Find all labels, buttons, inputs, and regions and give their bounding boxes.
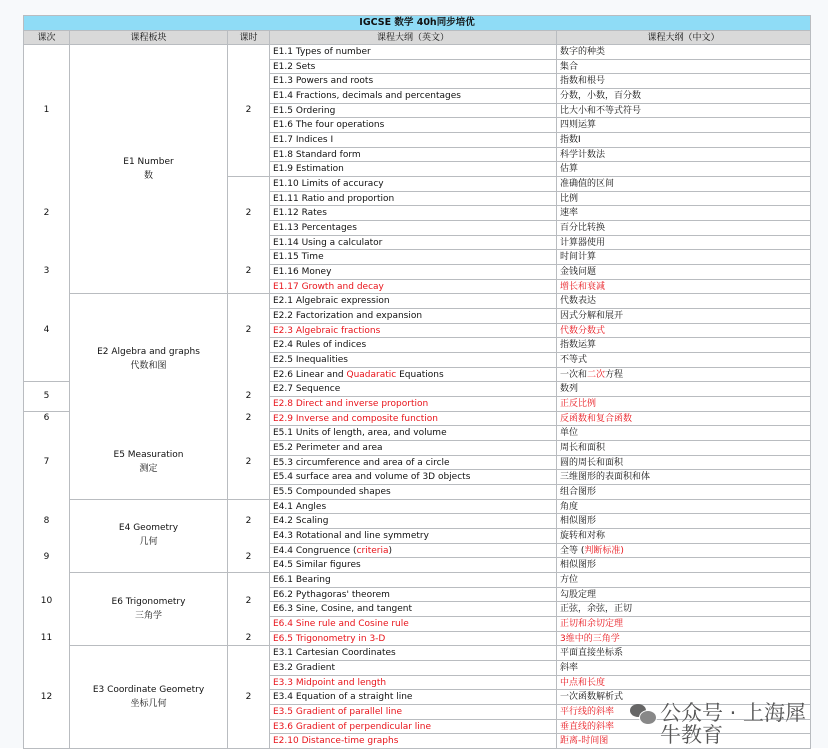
outline-en-cell bbox=[269, 220, 557, 236]
hours-value bbox=[227, 631, 270, 645]
cell-text: E1.2 Sets bbox=[273, 61, 316, 72]
outline-cn-cell bbox=[556, 220, 811, 236]
cell-text: 中点和长度 bbox=[560, 677, 606, 688]
cell-text: E1.12 Rates bbox=[273, 208, 327, 219]
outline-en-cell bbox=[269, 587, 557, 603]
lesson-number-text: 3 bbox=[43, 266, 50, 277]
outline-en-cell bbox=[269, 249, 557, 265]
hours-value-text: 2 bbox=[245, 325, 252, 336]
lesson-number-text: 8 bbox=[43, 515, 50, 526]
cell-text: E5.3 circumference and area of a circle bbox=[273, 457, 450, 468]
lesson-number bbox=[23, 103, 70, 117]
outline-cn-cell bbox=[556, 117, 811, 133]
lesson-number-text: 1 bbox=[43, 105, 50, 115]
cell-text: 圆的周长和面积 bbox=[560, 457, 624, 468]
cell-text: 代数分数式 bbox=[560, 325, 606, 336]
cell-text: 距离-时间图 bbox=[560, 736, 609, 747]
cell-text: ) bbox=[388, 545, 393, 556]
cell-text: 反函数和复合函数 bbox=[560, 413, 633, 424]
hours-value-text: 2 bbox=[245, 691, 252, 702]
cell-text: 速率 bbox=[560, 208, 579, 219]
cell-text: 正弦，余弦，正切 bbox=[560, 604, 633, 615]
lesson-number bbox=[23, 264, 70, 278]
outline-cn-cell bbox=[556, 499, 811, 515]
cell-text: E2.4 Rules of indices bbox=[273, 340, 367, 351]
cell-text: 四则运算 bbox=[560, 120, 597, 131]
header-lesson: 课次 bbox=[23, 30, 70, 45]
cell-text: E4.1 Angles bbox=[273, 501, 327, 512]
outline-cn-cell bbox=[556, 411, 811, 427]
cell-text: ) bbox=[620, 545, 624, 556]
outline-cn-cell bbox=[556, 367, 811, 383]
hours-value bbox=[227, 411, 270, 425]
cell-text: 指数运算 bbox=[560, 340, 597, 351]
cell-text: E1.5 Ordering bbox=[273, 105, 336, 116]
wechat-icon bbox=[630, 702, 656, 724]
outline-cn-cell bbox=[556, 337, 811, 353]
outline-cn-cell bbox=[556, 161, 811, 177]
cell-text: E1.17 Growth and decay bbox=[273, 281, 384, 292]
cell-text: Equations bbox=[396, 369, 444, 380]
cell-text: 数列 bbox=[560, 384, 579, 395]
outline-en-cell bbox=[269, 103, 557, 119]
cell-text: 集合 bbox=[560, 61, 579, 72]
cell-text: E5.2 Perimeter and area bbox=[273, 443, 383, 454]
outline-en-cell bbox=[269, 543, 557, 559]
outline-en-cell bbox=[269, 352, 557, 368]
cell-text: 比大小和不等式符号 bbox=[560, 105, 642, 116]
outline-en-cell bbox=[269, 308, 557, 324]
cell-text: 相似图形 bbox=[560, 516, 597, 527]
hours-value bbox=[227, 514, 270, 528]
outline-en-cell bbox=[269, 205, 557, 221]
hours-value-text: 2 bbox=[245, 552, 252, 563]
outline-en-cell bbox=[269, 572, 557, 588]
cell-text: 3维中的三角学 bbox=[560, 633, 620, 644]
hours-value-text: 2 bbox=[245, 515, 252, 526]
cell-text: 代数表达 bbox=[560, 296, 597, 307]
cell-text: 比例 bbox=[560, 193, 579, 204]
cell-text: E5.5 Compounded shapes bbox=[273, 487, 391, 498]
outline-cn-cell bbox=[556, 631, 811, 647]
header-outline-cn: 课程大纲（中文） bbox=[556, 30, 811, 45]
cell-text: 一次和 bbox=[560, 369, 588, 380]
outline-en-cell bbox=[269, 73, 557, 89]
lesson-number bbox=[23, 550, 70, 564]
cell-text: 指数和根号 bbox=[560, 76, 606, 87]
cell-text: 判断标准 bbox=[584, 545, 621, 556]
outline-en-cell bbox=[269, 484, 557, 500]
cell-text: E1.13 Percentages bbox=[273, 223, 357, 234]
outline-en-cell bbox=[269, 411, 557, 427]
cell-text: E6.2 Pythagoras' theorem bbox=[273, 589, 390, 600]
cell-text: E1.9 Estimation bbox=[273, 164, 344, 175]
hours-value-text: 2 bbox=[245, 391, 252, 402]
outline-cn-cell bbox=[556, 616, 811, 632]
cell-text: 一次函数解析式 bbox=[560, 692, 624, 703]
cell-text: E4.2 Scaling bbox=[273, 516, 329, 527]
cell-text: E1.10 Limits of accuracy bbox=[273, 179, 384, 190]
cell-text: E1.1 Types of number bbox=[273, 47, 371, 57]
table-title: IGCSE 数学 40h同步培优 bbox=[23, 15, 811, 31]
lesson-number bbox=[23, 323, 70, 337]
cell-text: 三维图形的表面积和体 bbox=[560, 472, 651, 483]
outline-en-cell bbox=[269, 455, 557, 471]
cell-text: 组合图形 bbox=[560, 487, 597, 498]
module-label-cn: 坐标几何 bbox=[130, 698, 167, 709]
cell-text: 因式分解和展开 bbox=[560, 311, 624, 322]
module-label-text: E4 Geometry bbox=[118, 523, 179, 534]
module-label-text: E6 Trigonometry bbox=[111, 596, 186, 607]
outline-cn-cell bbox=[556, 352, 811, 368]
cell-text: E1.4 Fractions, decimals and percentages bbox=[273, 91, 461, 101]
cell-text: E1.7 Indices I bbox=[273, 135, 334, 146]
header-hours: 课时 bbox=[227, 30, 270, 45]
lesson-number bbox=[23, 594, 70, 608]
outline-en-cell bbox=[269, 528, 557, 544]
outline-en-cell bbox=[269, 675, 557, 691]
cell-text: 平行线的斜率 bbox=[560, 707, 615, 718]
outline-cn-cell bbox=[556, 44, 811, 60]
watermark-text: 公众号 · 上海犀牛教育 bbox=[660, 701, 807, 747]
outline-cn-cell bbox=[556, 572, 811, 588]
cell-text: 周长和面积 bbox=[560, 443, 606, 454]
cell-text: E6.4 Sine rule and Cosine rule bbox=[273, 619, 409, 630]
cell-text: E3.6 Gradient of perpendicular line bbox=[273, 721, 432, 732]
outline-en-cell bbox=[269, 279, 557, 295]
outline-en-cell bbox=[269, 147, 557, 163]
hours-value bbox=[227, 594, 270, 608]
outline-cn-cell bbox=[556, 469, 811, 485]
outline-en-cell bbox=[269, 264, 557, 280]
outline-en-cell bbox=[269, 689, 557, 705]
cell-text: E2.3 Algebraic fractions bbox=[273, 325, 381, 336]
lesson-number bbox=[23, 455, 70, 469]
outline-cn-cell bbox=[556, 147, 811, 163]
cell-text: 方程 bbox=[605, 369, 624, 380]
lesson-number-text: 6 bbox=[43, 413, 50, 424]
cell-text: E2.5 Inequalities bbox=[273, 355, 348, 366]
outline-cn-cell bbox=[556, 235, 811, 251]
cell-text: E6.3 Sine, Cosine, and tangent bbox=[273, 604, 413, 615]
outline-en-cell bbox=[269, 88, 557, 104]
outline-cn-cell bbox=[556, 455, 811, 471]
cell-text: E3.3 Midpoint and length bbox=[273, 677, 387, 688]
cell-text: 百分比转换 bbox=[560, 223, 606, 234]
cell-text: 时间计算 bbox=[560, 252, 597, 263]
module-label-cn: 几何 bbox=[139, 537, 158, 548]
outline-cn-cell bbox=[556, 323, 811, 339]
wechat-watermark bbox=[630, 702, 810, 746]
module-label-text: E5 Measuration bbox=[113, 450, 184, 461]
outline-en-cell bbox=[269, 117, 557, 133]
outline-en-cell bbox=[269, 557, 557, 573]
outline-en-cell bbox=[269, 631, 557, 647]
module-label-text: E3 Coordinate Geometry bbox=[92, 684, 205, 695]
module-label-cn: 三角学 bbox=[134, 610, 162, 621]
lesson-number-text: 7 bbox=[43, 457, 50, 468]
outline-cn-cell bbox=[556, 484, 811, 500]
cell-text: 金钱问题 bbox=[560, 267, 597, 278]
outline-cn-cell bbox=[556, 308, 811, 324]
header-outline-en: 课程大纲（英文） bbox=[269, 30, 557, 45]
module-label-text: E1 Number bbox=[123, 156, 174, 167]
outline-en-cell bbox=[269, 733, 557, 749]
cell-text: 方位 bbox=[560, 575, 579, 586]
lesson-number bbox=[23, 389, 70, 403]
lesson-number-text: 5 bbox=[43, 391, 50, 402]
cell-text: 不等式 bbox=[560, 355, 588, 366]
outline-en-cell bbox=[269, 645, 557, 661]
hours-value-text: 2 bbox=[245, 633, 252, 644]
cell-text: 旋转和对称 bbox=[560, 531, 606, 542]
cell-text: E1.3 Powers and roots bbox=[273, 76, 374, 87]
cell-text: E3.2 Gradient bbox=[273, 663, 336, 674]
lesson-number bbox=[23, 411, 70, 425]
cell-text: 数字的种类 bbox=[560, 47, 606, 57]
module-label bbox=[69, 521, 228, 549]
outline-cn-cell bbox=[556, 645, 811, 661]
cell-text: E1.8 Standard form bbox=[273, 149, 361, 160]
cell-text: E1.16 Money bbox=[273, 267, 332, 278]
outline-cn-cell bbox=[556, 587, 811, 603]
hours-value bbox=[227, 690, 270, 704]
cell-text: E3.5 Gradient of parallel line bbox=[273, 707, 403, 718]
cell-text: E3.1 Cartesian Coordinates bbox=[273, 648, 396, 659]
outline-cn-cell bbox=[556, 528, 811, 544]
hours-value-text: 2 bbox=[245, 266, 252, 277]
cell-text: E4.5 Similar figures bbox=[273, 560, 361, 571]
outline-cn-cell bbox=[556, 59, 811, 75]
hours-value-text: 2 bbox=[245, 596, 252, 607]
lesson-number bbox=[23, 514, 70, 528]
hours-value bbox=[227, 323, 270, 337]
outline-cn-cell bbox=[556, 543, 811, 559]
outline-cn-cell bbox=[556, 205, 811, 221]
lesson-number-text: 10 bbox=[40, 596, 53, 607]
outline-cn-cell bbox=[556, 513, 811, 529]
hours-value-text: 2 bbox=[245, 207, 252, 218]
cell-text: E4.3 Rotational and line symmetry bbox=[273, 531, 429, 542]
outline-en-cell bbox=[269, 396, 557, 412]
cell-text: 二次 bbox=[587, 369, 606, 380]
outline-en-cell bbox=[269, 719, 557, 735]
outline-en-cell bbox=[269, 323, 557, 339]
outline-cn-cell bbox=[556, 440, 811, 456]
cell-text: E1.11 Ratio and proportion bbox=[273, 193, 395, 204]
cell-text: 平面直接坐标系 bbox=[560, 648, 624, 659]
cell-text: 指数I bbox=[560, 135, 581, 146]
outline-en-cell bbox=[269, 293, 557, 309]
hours-value bbox=[227, 455, 270, 469]
outline-cn-cell bbox=[556, 249, 811, 265]
outline-cn-cell bbox=[556, 601, 811, 617]
hours-value-text: 2 bbox=[245, 105, 252, 115]
outline-cn-cell bbox=[556, 660, 811, 676]
outline-en-cell bbox=[269, 469, 557, 485]
lesson-number bbox=[23, 631, 70, 645]
cell-text: E1.14 Using a calculator bbox=[273, 237, 383, 248]
module-label bbox=[69, 345, 228, 373]
cell-text: E2.10 Distance-time graphs bbox=[273, 736, 399, 747]
cell-text: 单位 bbox=[560, 428, 579, 439]
cell-text: 准确值的区间 bbox=[560, 179, 615, 190]
cell-text: 勾股定理 bbox=[560, 589, 597, 600]
cell-text: E4.4 Congruence ( bbox=[273, 545, 357, 556]
outline-en-cell bbox=[269, 367, 557, 383]
hours-value-text: 2 bbox=[245, 413, 252, 424]
lesson-number-text: 9 bbox=[43, 552, 50, 563]
cell-text: Quadaratic bbox=[346, 369, 397, 380]
hours-value bbox=[227, 206, 270, 220]
outline-en-cell bbox=[269, 132, 557, 148]
cell-text: E2.1 Algebraic expression bbox=[273, 296, 390, 307]
cell-text: E3.4 Equation of a straight line bbox=[273, 692, 413, 703]
cell-text: E6.1 Bearing bbox=[273, 575, 331, 586]
outline-en-cell bbox=[269, 161, 557, 177]
hours-value-text: 2 bbox=[245, 457, 252, 468]
outline-cn-cell bbox=[556, 675, 811, 691]
outline-en-cell bbox=[269, 176, 557, 192]
cell-text: E2.9 Inverse and composite function bbox=[273, 413, 438, 424]
cell-text: 正反比例 bbox=[560, 399, 597, 410]
outline-en-cell bbox=[269, 513, 557, 529]
outline-cn-cell bbox=[556, 103, 811, 119]
outline-en-cell bbox=[269, 440, 557, 456]
outline-en-cell bbox=[269, 616, 557, 632]
cell-text: criteria bbox=[356, 545, 389, 556]
cell-text: E2.8 Direct and inverse proportion bbox=[273, 399, 429, 410]
outline-cn-cell bbox=[556, 279, 811, 295]
outline-cn-cell bbox=[556, 396, 811, 412]
lesson-number-text: 2 bbox=[43, 207, 50, 218]
module-label bbox=[69, 595, 228, 623]
module-label-cn: 代数和图 bbox=[130, 361, 167, 372]
outline-cn-cell bbox=[556, 73, 811, 89]
cell-text: E2.6 Linear and bbox=[273, 369, 347, 380]
outline-en-cell bbox=[269, 499, 557, 515]
hours-value bbox=[227, 550, 270, 564]
outline-cn-cell bbox=[556, 176, 811, 192]
outline-cn-cell bbox=[556, 293, 811, 309]
hours-value bbox=[227, 264, 270, 278]
cell-text: E1.6 The four operations bbox=[273, 120, 385, 131]
outline-cn-cell bbox=[556, 557, 811, 573]
outline-cn-cell bbox=[556, 191, 811, 207]
cell-text: E2.7 Sequence bbox=[273, 384, 341, 395]
lesson-number-text: 12 bbox=[40, 691, 53, 702]
cell-text: 相似图形 bbox=[560, 560, 597, 571]
outline-en-cell bbox=[269, 704, 557, 720]
outline-en-cell bbox=[269, 337, 557, 353]
cell-text: E1.15 Time bbox=[273, 252, 324, 263]
module-label-cn: 测定 bbox=[139, 464, 158, 475]
outline-en-cell bbox=[269, 601, 557, 617]
cell-text: 垂直线的斜率 bbox=[560, 721, 615, 732]
outline-cn-cell bbox=[556, 425, 811, 441]
outline-cn-cell bbox=[556, 88, 811, 104]
outline-en-cell bbox=[269, 235, 557, 251]
outline-en-cell bbox=[269, 44, 557, 60]
outline-cn-cell bbox=[556, 381, 811, 397]
lesson-number-text: 11 bbox=[40, 633, 53, 644]
cell-text: E5.4 surface area and volume of 3D objects bbox=[273, 472, 471, 483]
module-label bbox=[69, 155, 228, 183]
hours-value bbox=[227, 103, 270, 117]
outline-en-cell bbox=[269, 59, 557, 75]
outline-en-cell bbox=[269, 425, 557, 441]
cell-text: E2.2 Factorization and expansion bbox=[273, 311, 423, 322]
outline-en-cell bbox=[269, 660, 557, 676]
cell-text: 全等 ( bbox=[560, 545, 585, 556]
lesson-number bbox=[23, 206, 70, 220]
outline-cn-cell bbox=[556, 132, 811, 148]
cell-text: 计算器使用 bbox=[560, 237, 606, 248]
lesson-number bbox=[23, 690, 70, 704]
header-module: 课程板块 bbox=[69, 30, 228, 45]
module-label-text: E2 Algebra and graphs bbox=[97, 347, 200, 358]
cell-text: 增长和衰减 bbox=[560, 281, 606, 292]
outline-en-cell bbox=[269, 191, 557, 207]
cell-text: E5.1 Units of length, area, and volume bbox=[273, 428, 447, 439]
module-label bbox=[69, 683, 228, 711]
outline-en-cell bbox=[269, 381, 557, 397]
hours-value bbox=[227, 389, 270, 403]
cell-text: 分数，小数，百分数 bbox=[560, 91, 642, 101]
cell-text: 斜率 bbox=[560, 663, 579, 674]
cell-text: 科学计数法 bbox=[560, 149, 606, 160]
cell-text: 估算 bbox=[560, 164, 579, 175]
lesson-number-text: 4 bbox=[43, 325, 50, 336]
cell-text: 角度 bbox=[560, 501, 579, 512]
cell-text: E6.5 Trigonometry in 3-D bbox=[273, 633, 386, 644]
outline-cn-cell bbox=[556, 264, 811, 280]
cell-text: 正切和余切定理 bbox=[560, 619, 624, 630]
module-label bbox=[69, 448, 228, 476]
module-label-cn: 数 bbox=[143, 170, 153, 181]
